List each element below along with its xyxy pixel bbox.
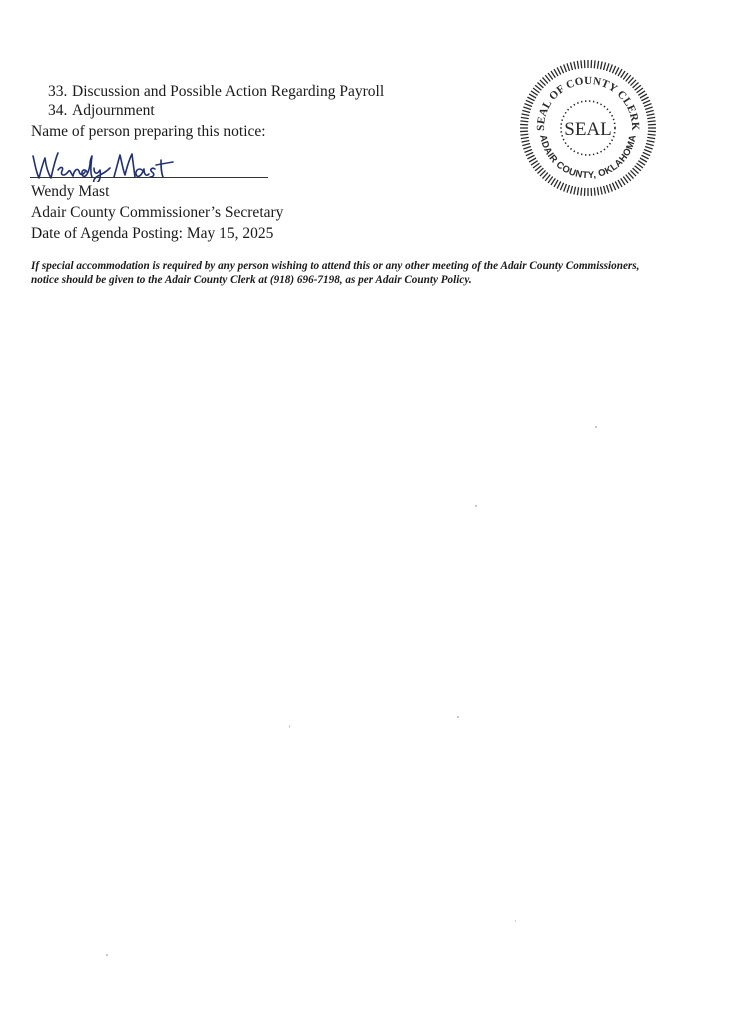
scan-speck: [515, 920, 516, 922]
seal-tick: [574, 61, 576, 69]
seal-tick: [607, 63, 609, 71]
seal-tick: [612, 66, 615, 73]
agenda-item: [48, 101, 384, 120]
seal-tick: [647, 114, 655, 116]
seal-tick: [521, 114, 529, 116]
seal-tick: [564, 65, 567, 72]
seal-tick: [529, 94, 536, 98]
seal-tick: [643, 100, 650, 103]
scan-speck: [457, 716, 459, 718]
seal-tick: [560, 183, 563, 190]
seal-tick: [646, 110, 654, 112]
seal-tick: [648, 121, 656, 122]
seal-top-text: SEAL OF COUNTY CLERK: [534, 74, 642, 132]
seal-tick: [600, 61, 602, 69]
seal-tick: [531, 91, 538, 95]
scan-speck: [475, 505, 477, 507]
preparer-title: Adair County Commissioner’s Secretary: [31, 204, 284, 221]
seal-bottom-text: ADAIR COUNTY, OKLAHOMA: [537, 133, 639, 182]
seal-tick: [644, 104, 651, 107]
seal-tick: [621, 178, 625, 185]
seal-tick: [522, 144, 530, 146]
seal-tick: [597, 187, 598, 195]
seal-tick: [618, 180, 622, 187]
county-clerk-seal: [518, 58, 658, 198]
seal-tick: [647, 137, 655, 138]
seal-tick: [647, 117, 655, 118]
seal-tick: [594, 188, 595, 196]
seal-tick: [522, 110, 530, 112]
seal-tick: [523, 147, 531, 149]
seal-tick: [523, 107, 531, 109]
scan-speck: [106, 954, 108, 956]
seal-tick: [526, 100, 533, 103]
seal-tick: [643, 152, 650, 155]
seal-tick: [610, 184, 613, 191]
agenda-item-number: 33.: [48, 83, 68, 100]
seal-tick: [607, 185, 609, 193]
seal-tick: [600, 187, 602, 195]
seal-tick: [638, 161, 645, 165]
preparer-name: Wendy Mast: [31, 183, 110, 200]
seal-tick: [567, 185, 569, 193]
seal-tick: [531, 161, 538, 165]
seal-tick: [574, 187, 576, 195]
seal-tick: [527, 97, 534, 101]
agenda-item-number: 34.: [48, 102, 68, 119]
seal-tick: [526, 152, 533, 155]
seal-tick: [577, 187, 578, 195]
seal-tick: [577, 61, 578, 69]
seal-tick: [529, 158, 536, 162]
seal-tick: [520, 121, 528, 122]
seal-tick: [610, 65, 613, 72]
seal-tick: [554, 180, 558, 187]
seal-tick: [525, 150, 532, 153]
seal-tick: [647, 140, 655, 142]
agenda-list: [48, 82, 384, 120]
seal-tick: [581, 188, 582, 196]
seal-tick: [621, 71, 625, 78]
accommodation-notice: If special accommodation is required by any person wishing to attend this or any other meeting of the Adair County Commissioners, notice should be given to the Adair County Clerk at (918) 696-7198, as per Adair County Policy.: [31, 260, 640, 286]
seal-tick: [570, 186, 572, 194]
seal-tick: [520, 134, 528, 135]
seal-tick: [604, 186, 606, 194]
agenda-item: [48, 82, 384, 101]
seal-tick: [604, 62, 606, 70]
scan-speck: [595, 426, 597, 428]
seal-tick: [615, 181, 619, 188]
signature-line: [30, 177, 268, 178]
seal-tick: [564, 184, 567, 191]
seal-tick: [551, 71, 555, 78]
agenda-item-text: Discussion and Possible Action Regarding Payroll: [72, 83, 385, 100]
seal-tick: [644, 150, 651, 153]
seal-tick: [641, 155, 648, 159]
scan-speck: [289, 725, 290, 728]
seal-tick: [527, 155, 534, 159]
seal-tick: [645, 107, 653, 109]
seal-tick: [618, 69, 622, 76]
svg-text:ADAIR COUNTY, OKLAHOMA: [537, 134, 639, 181]
seal-tick: [640, 158, 647, 162]
seal-tick: [560, 66, 563, 73]
posting-date: Date of Agenda Posting: May 15, 2025: [31, 225, 274, 242]
seal-tick: [567, 63, 569, 71]
seal-tick: [521, 117, 529, 118]
agenda-item-text: Adjournment: [72, 102, 155, 119]
seal-tick: [612, 183, 615, 190]
seal-tick: [551, 178, 555, 185]
seal-tick: [597, 61, 598, 69]
seal-tick: [645, 147, 653, 149]
seal-tick: [648, 134, 656, 135]
seal-tick: [570, 62, 572, 70]
seal-tick: [554, 69, 558, 76]
seal-tick: [641, 97, 648, 101]
preparer-label: Name of person preparing this notice:: [31, 123, 266, 140]
seal-tick: [525, 104, 532, 107]
seal-tick: [521, 137, 529, 138]
seal-tick: [521, 140, 529, 142]
seal-tick: [640, 94, 647, 98]
seal-tick: [594, 60, 595, 68]
seal-tick: [646, 144, 654, 146]
preparer-block: [31, 181, 283, 244]
seal-tick: [557, 181, 561, 188]
seal-tick: [581, 60, 582, 68]
seal-tick: [557, 67, 561, 74]
seal-tick: [638, 91, 645, 95]
seal-tick: [615, 67, 619, 74]
seal-center-text: SEAL: [564, 119, 612, 140]
